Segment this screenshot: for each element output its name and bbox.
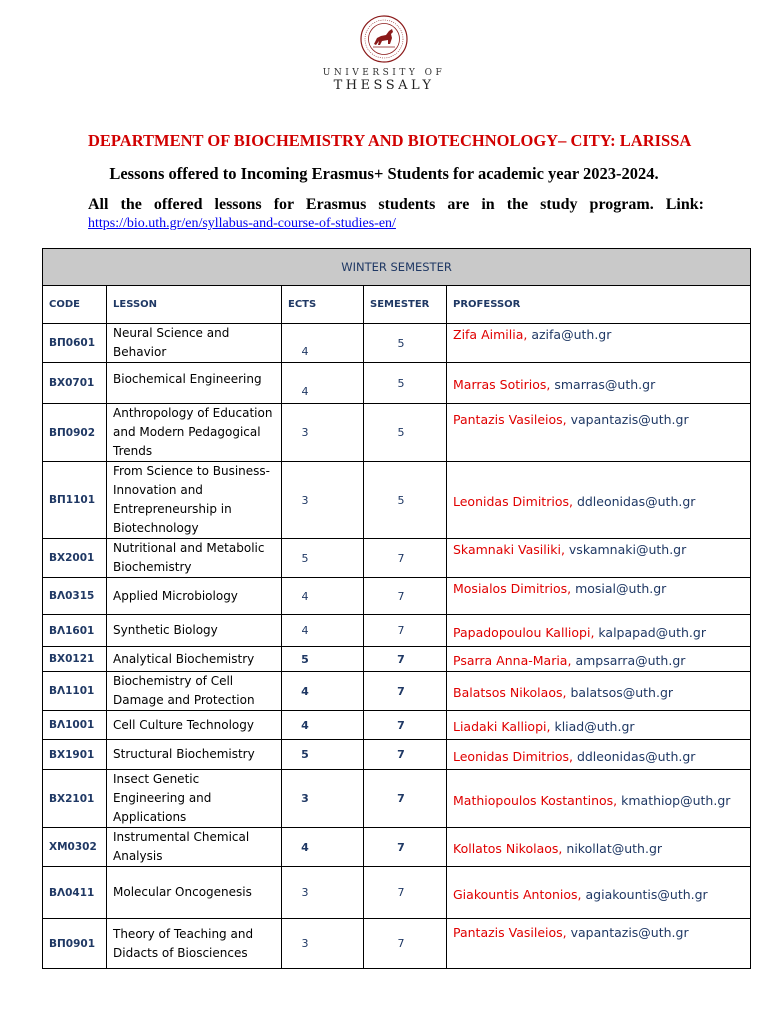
course-semester: 5: [364, 363, 447, 404]
column-header-row: [43, 286, 751, 324]
table-row: [43, 828, 751, 867]
course-ects: 4: [282, 324, 364, 363]
table-row: [43, 647, 751, 672]
study-program-note: All the offered lessons for Erasmus students are in the study program. Link:: [88, 196, 704, 213]
table-row: [43, 363, 751, 404]
course-ects: 4: [282, 615, 364, 647]
table-row: [43, 578, 751, 615]
course-code: ΒΠ0902: [43, 404, 107, 462]
course-lesson: Theory of Teaching and Didacts of Biosciences: [107, 919, 282, 969]
table-row: [43, 324, 751, 363]
professor-name: Kollatos Nikolaos,: [453, 841, 563, 856]
course-ects: 3: [282, 462, 364, 539]
professor-name: Papadopoulou Kalliopi,: [453, 624, 595, 640]
course-professor: [447, 672, 751, 711]
course-professor: [447, 462, 751, 539]
department-title: DEPARTMENT OF BIOCHEMISTRY AND BIOTECHNOLOGY– CITY: LARISSA: [88, 131, 692, 150]
course-semester: 7: [364, 615, 447, 647]
university-seal-icon: [359, 14, 409, 64]
course-professor: [447, 867, 751, 919]
course-ects: 3: [282, 404, 364, 462]
course-semester: 7: [364, 828, 447, 867]
courses-table: [42, 248, 751, 969]
course-code: ΒΧ2001: [43, 539, 107, 578]
course-semester: 7: [364, 770, 447, 828]
professor-name: Leonidas Dimitrios,: [453, 494, 573, 509]
course-semester: 7: [364, 578, 447, 615]
course-professor: [447, 404, 751, 462]
professor-email[interactable]: ampsarra@uth.gr: [575, 653, 686, 668]
professor-email[interactable]: ddleonidas@uth.gr: [576, 494, 696, 509]
professor-name: Mathiopoulos Kostantinos,: [453, 792, 618, 808]
table-row: [43, 539, 751, 578]
professor-name: Zifa Aimilia,: [453, 327, 528, 342]
course-lesson: Neural Science and Behavior: [107, 324, 282, 363]
professor-email[interactable]: nikollat@uth.gr: [566, 841, 663, 856]
course-professor: [447, 919, 751, 969]
table-row: [43, 867, 751, 919]
professor-email[interactable]: azifa@uth.gr: [531, 327, 612, 342]
professor-email[interactable]: kliad@uth.gr: [554, 719, 635, 734]
course-code: ΒΠ0901: [43, 919, 107, 969]
course-lesson: Analytical Biochemistry: [107, 647, 282, 672]
course-lesson: Nutritional and Metabolic Biochemistry: [107, 539, 282, 578]
table-row: [43, 711, 751, 740]
university-name-line1: UNIVERSITY OF: [322, 68, 446, 78]
professor-email[interactable]: kmathiop@uth.gr: [621, 792, 731, 808]
course-code: ΒΛ1101: [43, 672, 107, 711]
course-ects: 4: [282, 711, 364, 740]
professor-email[interactable]: balatsos@uth.gr: [570, 685, 674, 700]
professor-email[interactable]: agiakountis@uth.gr: [585, 886, 708, 902]
professor-email[interactable]: vapantazis@uth.gr: [570, 412, 689, 427]
course-ects: 5: [282, 647, 364, 672]
course-professor: [447, 363, 751, 404]
table-row: [43, 740, 751, 770]
university-name-line2: THESSALY: [333, 78, 435, 93]
professor-name: Skamnaki Vasiliki,: [453, 542, 565, 557]
course-lesson: Applied Microbiology: [107, 578, 282, 615]
course-lesson: Synthetic Biology: [107, 615, 282, 647]
professor-name: Balatsos Nikolaos,: [453, 685, 567, 700]
course-lesson: Biochemistry of Cell Damage and Protection: [107, 672, 282, 711]
professor-name: Marras Sotirios,: [453, 377, 551, 392]
course-code: ΧΜ0302: [43, 828, 107, 867]
course-lesson: Molecular Oncogenesis: [107, 867, 282, 919]
professor-name: Giakountis Antonios,: [453, 886, 582, 902]
course-semester: 7: [364, 919, 447, 969]
column-header-code: CODE: [43, 286, 107, 324]
table-row: [43, 404, 751, 462]
column-header-lesson: LESSON: [107, 286, 282, 324]
course-professor: [447, 615, 751, 647]
table-row: [43, 615, 751, 647]
table-row: [43, 919, 751, 969]
course-lesson: Insect Genetic Engineering and Applications: [107, 770, 282, 828]
course-semester: 5: [364, 324, 447, 363]
professor-email[interactable]: smarras@uth.gr: [554, 377, 656, 392]
course-lesson: From Science to Business-Innovation and Entrepreneurship in Biotechnology: [107, 462, 282, 539]
course-lesson: Anthropology of Education and Modern Pedagogical Trends: [107, 404, 282, 462]
semester-title: WINTER SEMESTER: [43, 249, 751, 286]
course-professor: [447, 324, 751, 363]
course-code: ΒΧ0121: [43, 647, 107, 672]
professor-name: Liadaki Kalliopi,: [453, 719, 551, 734]
document-subtitle: Lessons offered to Incoming Erasmus+ Students for academic year 2023-2024.: [109, 164, 659, 183]
course-semester: 7: [364, 672, 447, 711]
column-header-professor: PROFESSOR: [447, 286, 751, 324]
course-semester: 7: [364, 711, 447, 740]
professor-name: Psarra Anna-Maria,: [453, 653, 572, 668]
professor-name: Pantazis Vasileios,: [453, 925, 567, 940]
course-code: ΒΠ1101: [43, 462, 107, 539]
course-professor: [447, 711, 751, 740]
course-lesson: Instrumental Chemical Analysis: [107, 828, 282, 867]
course-code: ΒΛ0411: [43, 867, 107, 919]
course-professor: [447, 740, 751, 770]
course-ects: 3: [282, 867, 364, 919]
course-ects: 5: [282, 539, 364, 578]
course-ects: 4: [282, 672, 364, 711]
course-ects: 4: [282, 363, 364, 404]
course-code: ΒΧ1901: [43, 740, 107, 770]
course-ects: 5: [282, 740, 364, 770]
course-lesson: Structural Biochemistry: [107, 740, 282, 770]
professor-email[interactable]: vskamnaki@uth.gr: [568, 542, 687, 557]
university-logo: [0, 14, 768, 93]
table-row: [43, 672, 751, 711]
course-professor: [447, 770, 751, 828]
course-code: ΒΧ2101: [43, 770, 107, 828]
course-code: ΒΛ1601: [43, 615, 107, 647]
table-row: [43, 770, 751, 828]
course-ects: 3: [282, 770, 364, 828]
course-code: ΒΠ0601: [43, 324, 107, 363]
course-semester: 5: [364, 462, 447, 539]
course-professor: [447, 647, 751, 672]
course-ects: 4: [282, 828, 364, 867]
professor-email[interactable]: ddleonidas@uth.gr: [576, 748, 696, 764]
table-row: [43, 462, 751, 539]
course-professor: [447, 539, 751, 578]
course-lesson: Biochemical Engineering: [107, 363, 282, 404]
study-program-link[interactable]: https://bio.uth.gr/en/syllabus-and-course-of-studies-en/: [88, 216, 396, 231]
course-lesson: Cell Culture Technology: [107, 711, 282, 740]
course-semester: 7: [364, 867, 447, 919]
professor-name: Leonidas Dimitrios,: [453, 748, 573, 764]
course-code: ΒΛ0315: [43, 578, 107, 615]
professor-email[interactable]: kalpapad@uth.gr: [598, 624, 706, 640]
course-code: ΒΛ1001: [43, 711, 107, 740]
course-semester: 7: [364, 740, 447, 770]
course-semester: 7: [364, 539, 447, 578]
professor-email[interactable]: vapantazis@uth.gr: [570, 925, 689, 940]
course-professor: [447, 578, 751, 615]
course-semester: 5: [364, 404, 447, 462]
course-ects: 4: [282, 578, 364, 615]
professor-email[interactable]: mosial@uth.gr: [575, 581, 667, 596]
course-code: ΒΧ0701: [43, 363, 107, 404]
column-header-semester: SEMESTER: [364, 286, 447, 324]
column-header-ects: ECTS: [282, 286, 364, 324]
professor-name: Pantazis Vasileios,: [453, 412, 567, 427]
professor-name: Mosialos Dimitrios,: [453, 581, 572, 596]
course-semester: 7: [364, 647, 447, 672]
course-professor: [447, 828, 751, 867]
course-ects: 3: [282, 919, 364, 969]
